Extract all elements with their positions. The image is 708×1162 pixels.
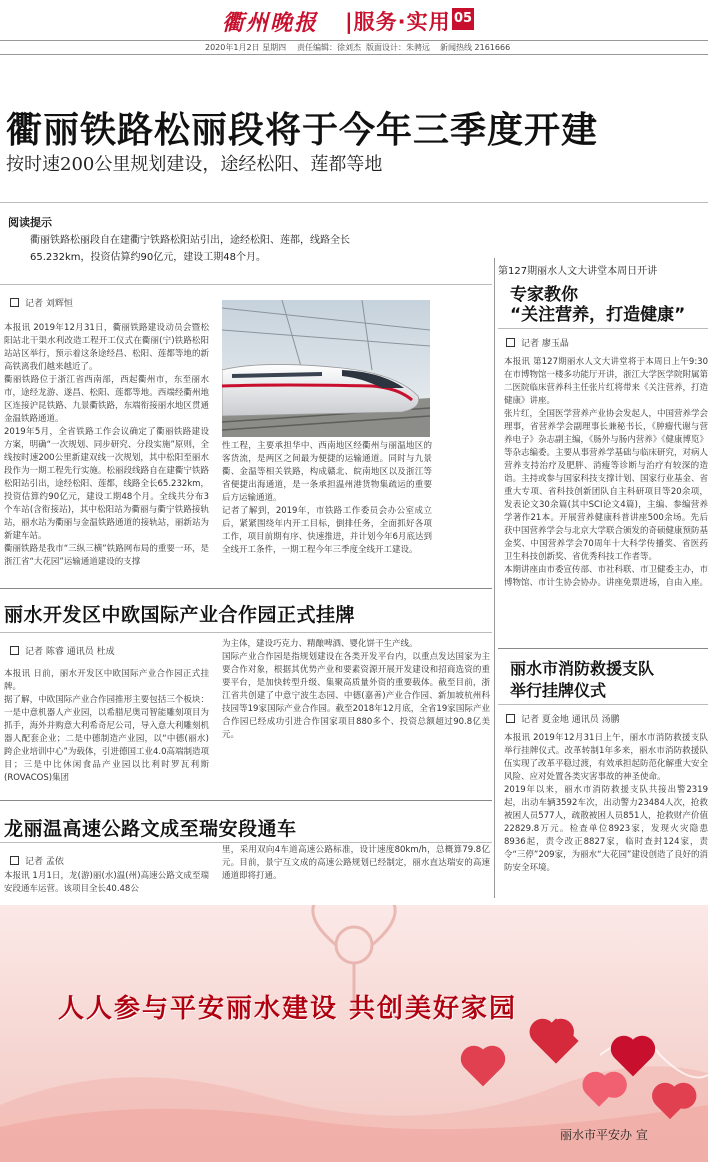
- divider: [498, 648, 708, 649]
- ad-background-art: [0, 905, 708, 1162]
- fire-body: 本报讯 2019年12月31日上午，丽水市消防救援支队举行挂牌仪式。改革转制1年多来，丽水市消防救援队伍实现了改革平稳过渡，有效承担起防范化解重大安全风险、应对处置各类灾害事故的神圣使命。 2019年以来，丽水市消防救援支队共接出警2319起，出动车辆3592车次，出动警力23484人次，抢救被困人员577人，疏散被困人员851人，抢救财产价值22829.8万元。检查单位8923家，发现火灾隐患8936起，责令改正8827家，临时查封124家，责令“三停”209家，为丽水“大花园”建设创造了良好的消防安全环境。: [504, 733, 708, 873]
- divider: [0, 588, 492, 589]
- lecture-title-line2: “关注营养，打造健康”: [510, 305, 686, 325]
- longli-byline: 记者 孟依: [10, 854, 64, 867]
- lead-byline: 记者 刘辉恒: [10, 296, 73, 309]
- fire-title-line2: 举行挂牌仪式: [510, 681, 607, 700]
- fire-byline: 记者 夏金地 通讯员 汤鹏: [506, 712, 620, 725]
- lead-subhead: 按时速200公里规划建设，途经松阳、莲都等地: [6, 154, 383, 175]
- longli-body-col2: 里，采用双向4车道高速公路标准，设计速度80km/h，总概算79.8亿元。目前，景宁互文成的高速公路规划已经制定，丽水直达瑞安的高速通道即将打通。: [222, 845, 490, 881]
- lead-summary: 衢丽铁路松丽段自在建衢宁铁路松阳站引出，途经松阳、莲都，线路全长65.232km，投资估算约90亿元，建设工期48个月。: [30, 235, 350, 263]
- kaifaqu-body-col1: 本报讯 日前，丽水开发区中欧国际产业合作园正式挂牌。 据了解，中欧国际产业合作园推形主要包括三个板块：一是中意机器人产业园，以希腊尼奥司智能雕刻项目为抓手，海外并购意大利希奇尼公司，导入意大利雕刻机器人配套企业；二是中德制造产业园，以“中德(丽水)跨企业培训中心”为载体，引进德国工业4.0高端制造项目；三是中比休闲食品产业园以比利时罗瓦利斯(ROVACOS)集团: [4, 669, 209, 783]
- lecture-byline: 记者 廖玉晶: [506, 336, 569, 349]
- ad-sponsor: 丽水市平安办 宣: [560, 1128, 648, 1142]
- column-divider: [494, 258, 495, 898]
- issue-date: 2020年1月2日 星期四: [205, 43, 287, 52]
- fire-title-line1: 丽水市消防救援支队: [510, 659, 655, 678]
- hotline: 新闻热线 2161666: [440, 43, 511, 52]
- divider: [0, 800, 492, 801]
- divider: [0, 284, 492, 285]
- section-title: |服务·实用: [345, 10, 451, 34]
- divider: [498, 704, 708, 705]
- reading-tip-label: 阅读提示: [8, 216, 52, 229]
- kaifaqu-byline: 记者 陈睿 通讯员 杜成: [10, 644, 115, 657]
- newspaper-logo: 衢州晚报: [222, 10, 319, 36]
- divider: [0, 842, 492, 843]
- lecture-title-line1: 专家教你: [510, 285, 578, 305]
- lead-body-col1: 本报讯 2019年12月31日，衢丽铁路建设动员会暨松阳站北干渠水利改造工程开工仪式在衢丽(宁)铁路松阳站站区举行，预示着这条途经昌、松阳、莲都等地的新高铁离我们越来越近了。 衢丽铁路位于浙江省西南部，西起衢州市，东至丽水市，途经龙游、遂昌、松阳、莲都等地。西端经衢州地区连接沪昆铁路、九景衢铁路，东端衔接丽水地区贯通金温铁路通道。 2019年5月，全省铁路工作会议确定了衢丽铁路建设方案，明确“一次规划、同步研究、分段实施”原则，全线按时速200公里新建双线一次规划，其中松阳至丽水段作为一期工程先行实施。松丽段线路自在建衢宁铁路松阳站引出，途经松阳、莲都，线路全长65.232km，投资估算约90亿元，建设工期48个月。全线共分布3个车站(含衔接站)，其中松阳站为衢丽与衢宁铁路接轨站，丽水站为衢丽与金温铁路通道的接轨站，丽新站为新建车站。 衢丽铁路是我市“三纵三横”铁路网布局的重要一环，是浙江省“大花园”运输通道建设的支撑: [4, 323, 209, 567]
- train-photo: [222, 300, 430, 437]
- divider: [498, 328, 708, 329]
- page-number: 05: [452, 8, 474, 30]
- editor: 责任编辑：徐刘杰: [297, 43, 361, 52]
- lecture-body: 本报讯 第127期丽水人文大讲堂将于本周日上午9:30在市博物馆一楼多功能厅开讲，浙江大学医学院附属第二医院临床营养科主任张片红将带来《关注营养，打造健康》讲座。 张片红，全国医学营养产业协会发起人，中国营养学会理事，省营养学会副理事长兼秘书长，《肿瘤代谢与营养电子》杂志副主编，《肠外与肠内营养》《健康博览》等杂志编委。主要从事营养学基础与临床研究，对病人营养支持治疗及肥胖、消瘦等诊断与治疗有较深的造诣。主持或参与国家科技支撑计划、国家行业基金、省重大专项、省科技创新团队自主科研项目等20余项，发表论文30余篇(其中SCI论文4篇)，主编、参编营养学著作21本。开展营养健康科普讲座500余场。先后获中国营养学会与北京大学联合颁发的奇硕健康预防基金奖、中国营养学会70周年十大科学传播奖、省医药卫生科技创新奖、省优秀科技工作者等。 本期讲座由市委宣传部、市社科联、市卫健委主办，市博物馆、市计生协会协办。讲座免票进场，自由入座。: [504, 357, 708, 588]
- longli-body-col1: 本报讯 1月1日，龙(游)丽(水)温(州)高速公路文成至瑞安段通车运营。该项目全长40.48公: [4, 871, 209, 894]
- divider: [0, 632, 492, 633]
- kaifaqu-headline: 丽水开发区中欧国际产业合作园正式挂牌: [4, 604, 356, 626]
- ad-slogan: 人人参与平安丽水建设 共创美好家园: [58, 994, 518, 1024]
- lecture-kicker: 第127期丽水人文大讲堂本周日开讲: [498, 266, 658, 277]
- designer: 版面设计：朱骋远: [366, 43, 430, 52]
- lead-headline: 衢丽铁路松丽段将于今年三季度开建: [6, 110, 599, 151]
- ad-banner: [0, 905, 708, 1162]
- masthead: [0, 0, 708, 40]
- lead-body-col2: 性工程，主要承担华中、西南地区经衢州与丽温地区的客货流，是两区之间最为便捷的运输通道。同时与九景衢、金温等相关铁路，构成赣北、皖南地区以及浙江等省便捷出海通道，是一条承担温州港货物集疏运的重要后方运输通道。 记者了解到，2019年，市铁路工作委员会办公室成立后，紧紧围绕年内开工目标，倒排任务，全面抓好各项工作，项目前期有序、快速推进，并计划今年6月底达到全线开工条件，一期工程今年三季度全线开工建设。: [222, 441, 432, 555]
- kaifaqu-body-col2: 为主体，建设巧克力、精酿啤酒、婴化饼干生产线。 国际产业合作园是指规划建设在各类开发平台内，以重点发达国家为主要合作对象，根据其优势产业和要素资源开展开发建设和招商选资的重要平台，是加快转型升级、集聚高质量外资的重要载体。截至目前，浙江省共创建了中意宁波生态园、中德(嘉善)产业合作园、新加坡杭州科技园等19家国际产业合作园。截至2018年12月底，全省19家国际产业合作园已经成功引进合作国家项目880多个、投资总额超过90.8亿美元。: [222, 639, 490, 740]
- meta-bar: [0, 40, 708, 55]
- divider: [0, 202, 708, 203]
- longli-headline: 龙丽温高速公路文成至瑞安段通车: [4, 818, 297, 840]
